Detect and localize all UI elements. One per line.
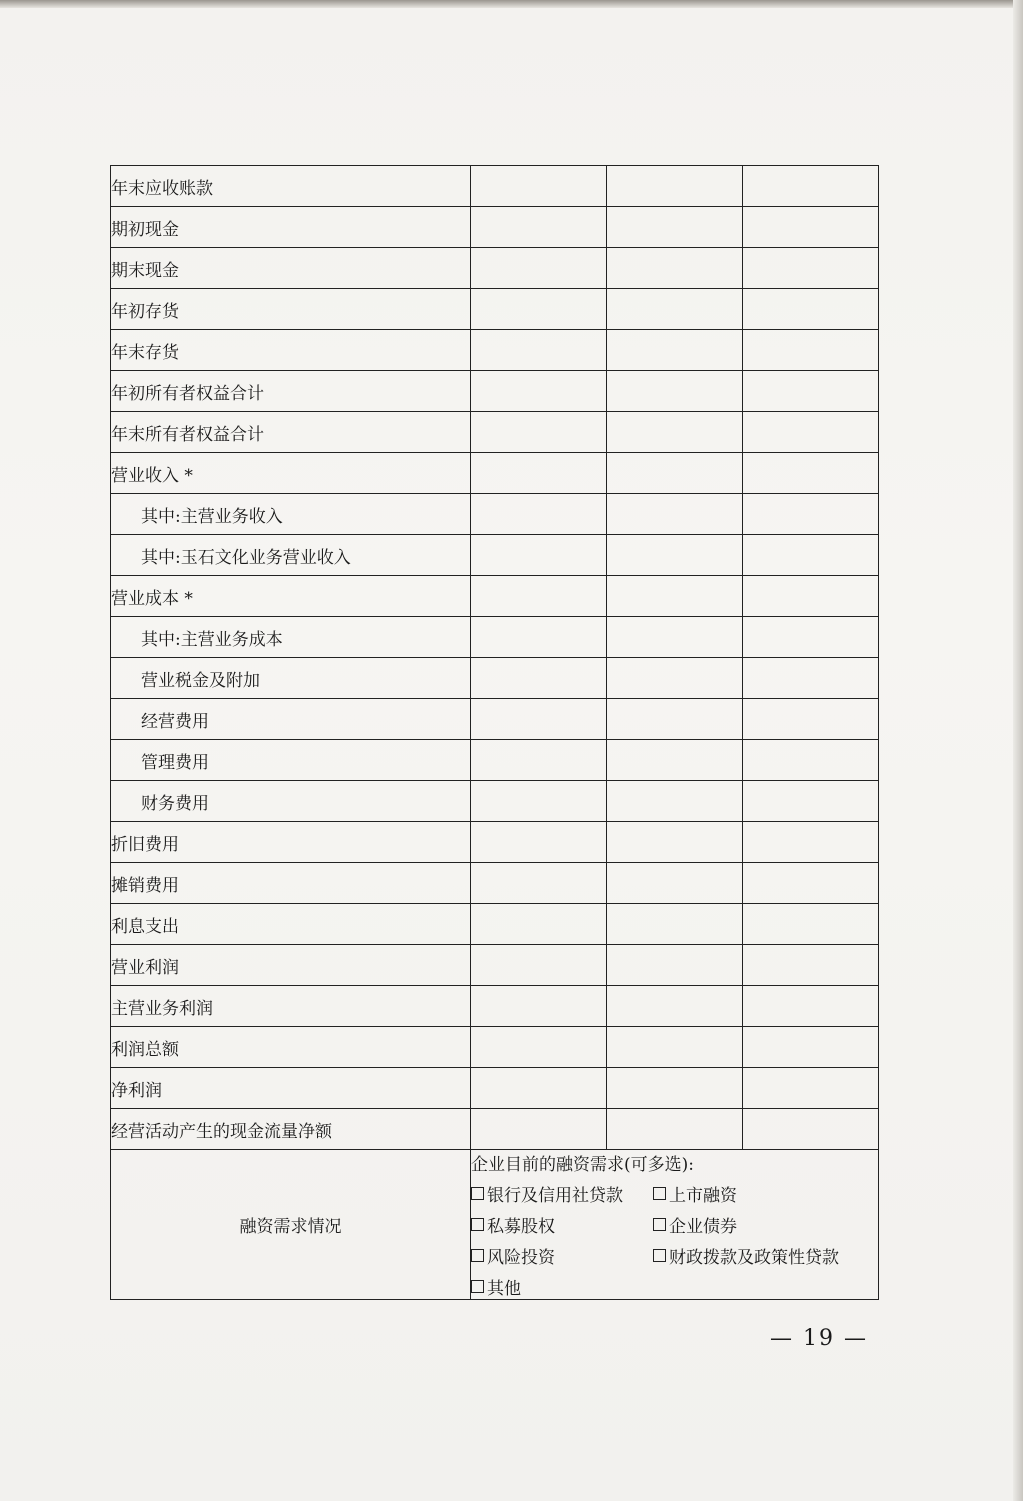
value-cell-col1[interactable]: [471, 1027, 607, 1068]
value-cell-col1[interactable]: [471, 1109, 607, 1150]
value-cell-col2[interactable]: [607, 494, 743, 535]
value-cell-col1[interactable]: [471, 945, 607, 986]
financing-row: [111, 1150, 879, 1300]
value-cell-col1[interactable]: [471, 166, 607, 207]
table-row: [111, 330, 879, 371]
value-cell-col3[interactable]: [743, 1027, 879, 1068]
row-label: 期末现金: [111, 248, 471, 289]
table-row: [111, 494, 879, 535]
value-cell-col3[interactable]: [743, 248, 879, 289]
table-row: [111, 412, 879, 453]
value-cell-col3[interactable]: [743, 699, 879, 740]
table-row: [111, 740, 879, 781]
value-cell-col1[interactable]: [471, 740, 607, 781]
value-cell-col3[interactable]: [743, 740, 879, 781]
table-row: [111, 945, 879, 986]
option-venture-capital[interactable]: 风险投资: [471, 1243, 653, 1268]
value-cell-col3[interactable]: [743, 412, 879, 453]
row-label: 其中:主营业务成本: [111, 617, 471, 658]
value-cell-col2[interactable]: [607, 945, 743, 986]
value-cell-col2[interactable]: [607, 781, 743, 822]
value-cell-col3[interactable]: [743, 494, 879, 535]
page-right-edge: [1013, 0, 1023, 1501]
value-cell-col2[interactable]: [607, 1068, 743, 1109]
option-ipo[interactable]: 上市融资: [653, 1181, 873, 1206]
value-cell-col2[interactable]: [607, 166, 743, 207]
value-cell-col3[interactable]: [743, 1109, 879, 1150]
checkbox-icon[interactable]: [653, 1187, 666, 1200]
value-cell-col2[interactable]: [607, 576, 743, 617]
financing-options: [471, 1181, 878, 1299]
value-cell-col3[interactable]: [743, 822, 879, 863]
value-cell-col1[interactable]: [471, 289, 607, 330]
value-cell-col1[interactable]: [471, 658, 607, 699]
value-cell-col2[interactable]: [607, 330, 743, 371]
option-bank-loan[interactable]: 银行及信用社贷款: [471, 1181, 653, 1206]
row-label: 营业成本 *: [111, 576, 471, 617]
table-row: [111, 248, 879, 289]
value-cell-col1[interactable]: [471, 248, 607, 289]
row-label: 管理费用: [111, 740, 471, 781]
value-cell-col3[interactable]: [743, 166, 879, 207]
value-cell-col3[interactable]: [743, 1068, 879, 1109]
value-cell-col3[interactable]: [743, 207, 879, 248]
row-label: 利润总额: [111, 1027, 471, 1068]
value-cell-col2[interactable]: [607, 248, 743, 289]
option-corporate-bond[interactable]: 企业债券: [653, 1212, 873, 1237]
value-cell-col2[interactable]: [607, 412, 743, 453]
value-cell-col1[interactable]: [471, 986, 607, 1027]
checkbox-icon[interactable]: [471, 1187, 484, 1200]
financial-data-table: [110, 165, 879, 1300]
table-row: [111, 1027, 879, 1068]
value-cell-col1[interactable]: [471, 699, 607, 740]
value-cell-col1[interactable]: [471, 412, 607, 453]
value-cell-col3[interactable]: [743, 371, 879, 412]
table-row: [111, 166, 879, 207]
value-cell-col2[interactable]: [607, 904, 743, 945]
value-cell-col2[interactable]: [607, 1027, 743, 1068]
table-row: [111, 658, 879, 699]
value-cell-col3[interactable]: [743, 453, 879, 494]
row-label: 年初存货: [111, 289, 471, 330]
checkbox-icon[interactable]: [653, 1218, 666, 1231]
row-label: 营业收入 *: [111, 453, 471, 494]
value-cell-col2[interactable]: [607, 699, 743, 740]
value-cell-col3[interactable]: [743, 863, 879, 904]
option-other[interactable]: 其他: [471, 1274, 653, 1299]
table-row: [111, 576, 879, 617]
value-cell-col1[interactable]: [471, 330, 607, 371]
row-label: 其中:主营业务收入: [111, 494, 471, 535]
value-cell-col2[interactable]: [607, 822, 743, 863]
row-label: 主营业务利润: [111, 986, 471, 1027]
row-label: 营业税金及附加: [111, 658, 471, 699]
value-cell-col2[interactable]: [607, 617, 743, 658]
value-cell-col1[interactable]: [471, 576, 607, 617]
row-label: 期初现金: [111, 207, 471, 248]
financing-label: 融资需求情况: [111, 1150, 471, 1300]
value-cell-col2[interactable]: [607, 863, 743, 904]
value-cell-col3[interactable]: [743, 945, 879, 986]
row-label: 年末应收账款: [111, 166, 471, 207]
row-label: 财务费用: [111, 781, 471, 822]
page-top-shadow: [0, 0, 1023, 8]
value-cell-col1[interactable]: [471, 863, 607, 904]
row-label: 净利润: [111, 1068, 471, 1109]
table-row: [111, 1068, 879, 1109]
value-cell-col2[interactable]: [607, 740, 743, 781]
row-label: 摊销费用: [111, 863, 471, 904]
table-row: [111, 289, 879, 330]
value-cell-col2[interactable]: [607, 658, 743, 699]
option-government-funding[interactable]: 财政拨款及政策性贷款: [653, 1243, 873, 1268]
value-cell-col1[interactable]: [471, 207, 607, 248]
table-row: [111, 617, 879, 658]
value-cell-col1[interactable]: [471, 371, 607, 412]
row-label: 利息支出: [111, 904, 471, 945]
value-cell-col2[interactable]: [607, 986, 743, 1027]
value-cell-col3[interactable]: [743, 781, 879, 822]
financing-title: 企业目前的融资需求(可多选):: [471, 1155, 694, 1175]
row-label: 年末存货: [111, 330, 471, 371]
table-row: [111, 986, 879, 1027]
value-cell-col3[interactable]: [743, 658, 879, 699]
row-label: 年末所有者权益合计: [111, 412, 471, 453]
checkbox-icon[interactable]: [471, 1249, 484, 1262]
value-cell-col1[interactable]: [471, 535, 607, 576]
row-label: 经营活动产生的现金流量净额: [111, 1109, 471, 1150]
table-row: [111, 1109, 879, 1150]
row-label: 营业利润: [111, 945, 471, 986]
checkbox-icon[interactable]: [471, 1280, 484, 1293]
value-cell-col2[interactable]: [607, 1109, 743, 1150]
value-cell-col3[interactable]: [743, 986, 879, 1027]
financing-options-cell: [471, 1150, 879, 1300]
table-row: [111, 904, 879, 945]
value-cell-col1[interactable]: [471, 494, 607, 535]
value-cell-col2[interactable]: [607, 453, 743, 494]
value-cell-col3[interactable]: [743, 289, 879, 330]
row-label: 经营费用: [111, 699, 471, 740]
value-cell-col2[interactable]: [607, 535, 743, 576]
value-cell-col3[interactable]: [743, 535, 879, 576]
value-cell-col1[interactable]: [471, 1068, 607, 1109]
checkbox-icon[interactable]: [471, 1218, 484, 1231]
row-label: 折旧费用: [111, 822, 471, 863]
value-cell-col1[interactable]: [471, 617, 607, 658]
table-row: [111, 535, 879, 576]
table-row: [111, 863, 879, 904]
value-cell-col2[interactable]: [607, 207, 743, 248]
table-row: [111, 822, 879, 863]
value-cell-col3[interactable]: [743, 576, 879, 617]
value-cell-col1[interactable]: [471, 781, 607, 822]
value-cell-col1[interactable]: [471, 904, 607, 945]
value-cell-col1[interactable]: [471, 453, 607, 494]
table-body: [111, 166, 879, 1150]
row-label: 其中:玉石文化业务营业收入: [111, 535, 471, 576]
table-row: [111, 207, 879, 248]
checkbox-icon[interactable]: [653, 1249, 666, 1262]
value-cell-col3[interactable]: [743, 904, 879, 945]
row-label: 年初所有者权益合计: [111, 371, 471, 412]
value-cell-col3[interactable]: [743, 330, 879, 371]
value-cell-col1[interactable]: [471, 822, 607, 863]
option-private-equity[interactable]: 私募股权: [471, 1212, 653, 1237]
value-cell-col2[interactable]: [607, 289, 743, 330]
table-row: [111, 699, 879, 740]
value-cell-col2[interactable]: [607, 371, 743, 412]
table-row: [111, 781, 879, 822]
page-number: — 19 —: [770, 1326, 868, 1351]
table-row: [111, 453, 879, 494]
value-cell-col3[interactable]: [743, 617, 879, 658]
table-row: [111, 371, 879, 412]
